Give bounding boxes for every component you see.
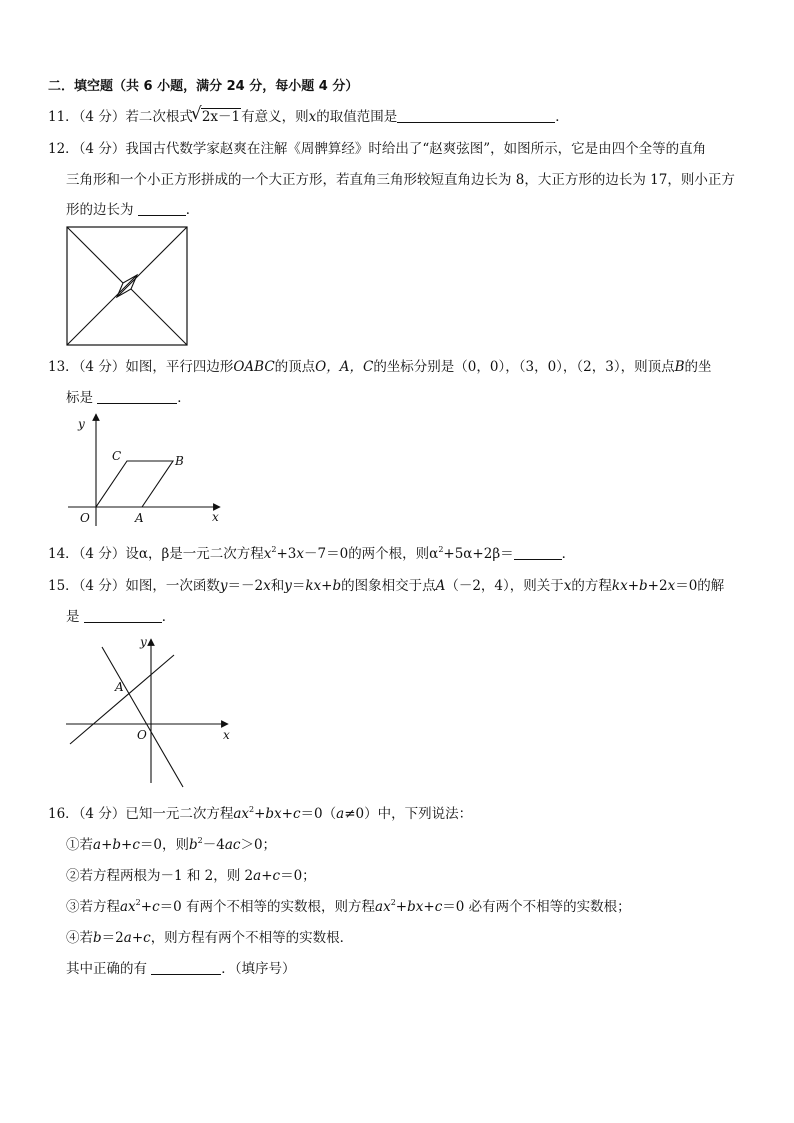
chord-line-3 <box>131 289 187 345</box>
text: + <box>261 868 273 884</box>
variable: x <box>263 578 271 594</box>
answer-blank <box>97 389 177 404</box>
text: +2 <box>647 578 668 594</box>
answer-blank <box>151 960 221 975</box>
question-16-last-line <box>66 960 296 978</box>
point-name: A <box>435 578 446 594</box>
exponent: 2 <box>390 898 396 907</box>
question-number: 13． <box>48 359 79 375</box>
variable: c <box>132 837 140 853</box>
text: + <box>627 578 640 594</box>
option-3 <box>66 898 631 916</box>
chord-line-4 <box>67 275 137 345</box>
variable: x <box>296 546 304 562</box>
point-name: B <box>674 359 685 375</box>
question-score: （4 分） <box>78 109 126 125</box>
answer-blank <box>138 201 186 216</box>
text: +5α+2β＝ <box>443 546 514 562</box>
radicand: 2x－1 <box>201 109 241 125</box>
text: + <box>101 837 113 853</box>
question-score: （4 分） <box>78 806 126 822</box>
y-axis-label: y <box>140 635 147 649</box>
text: ． <box>561 546 576 562</box>
variable: c <box>292 806 301 822</box>
question-number: 15． <box>48 578 79 594</box>
variable: c <box>152 899 160 915</box>
point-c-label: C <box>112 449 122 463</box>
exponent: 2 <box>135 898 141 907</box>
answer-blank <box>397 108 555 123</box>
option-2 <box>66 867 316 885</box>
text: 设α，β是一元二次方程 <box>125 546 264 562</box>
text: + <box>321 578 333 594</box>
variable: c <box>272 868 281 884</box>
text: ④若 <box>66 930 93 946</box>
question-12-line-3 <box>66 201 199 219</box>
shape-name: OABC <box>233 359 275 375</box>
text: ②若方程两根为－1 和 2，则 2 <box>66 868 254 884</box>
text: 的坐 <box>684 359 712 375</box>
x-axis-label: x <box>212 510 219 524</box>
option-1 <box>66 836 276 854</box>
point-names: O，A，C <box>315 359 374 375</box>
text: ＝0 <box>675 578 698 594</box>
variable: b <box>112 837 122 853</box>
text: ＝0，则 <box>139 837 189 853</box>
text: （－2，4），则关于 <box>445 578 564 594</box>
question-score: （4 分） <box>78 141 126 157</box>
variable: c <box>143 930 151 946</box>
variable: a <box>93 837 102 853</box>
question-13-line-2 <box>66 389 191 407</box>
question-16 <box>48 805 472 823</box>
text: ． <box>555 109 569 125</box>
variable: a <box>336 806 345 822</box>
variable: b <box>189 837 198 853</box>
text: 的取值范围是 <box>316 109 398 125</box>
text: 如图，平行四边形 <box>125 359 234 375</box>
question-11 <box>48 108 569 126</box>
question-15-line-2 <box>66 608 175 626</box>
text: ＞0； <box>240 837 277 853</box>
question-score: （4 分） <box>78 359 126 375</box>
point-a-label: A <box>135 511 144 525</box>
question-12-line-2: 三角形和一个小正方形拼成的一个大正方形，若直角三角形较短直角边长为 8，大正方形的边长为 17，则小正方 <box>66 172 735 188</box>
answer-blank <box>84 608 162 623</box>
line-y-eq-minus-2x <box>102 647 183 787</box>
text: 有意义，则 <box>241 109 309 125</box>
text: 如图，一次函数 <box>125 578 220 594</box>
text: ＝0 必有两个不相等的实数根； <box>442 899 631 915</box>
chord-line-1 <box>67 227 123 283</box>
variable: b <box>639 578 648 594</box>
text: 已知一元二次方程 <box>125 806 234 822</box>
text: ③若方程 <box>66 899 120 915</box>
x-axis-label: x <box>223 728 230 742</box>
text: ． <box>185 202 200 218</box>
text: 和 <box>270 578 285 594</box>
line-y-eq-kx-plus-b <box>70 655 174 744</box>
text: 是 <box>66 609 80 625</box>
text: 标是 <box>66 390 93 406</box>
text: + <box>423 899 435 915</box>
y-axis-label: y <box>78 417 85 431</box>
text: ，则方程有两个不相等的实数根． <box>150 930 354 946</box>
point-b-label: B <box>175 454 184 468</box>
text: 的顶点 <box>274 359 316 375</box>
variable: kx <box>305 578 322 594</box>
variable: b <box>332 578 342 594</box>
variable: ax <box>233 806 249 822</box>
text: 其中正确的有 <box>66 961 147 977</box>
text: ． <box>177 390 191 406</box>
point-o-label: O <box>80 511 90 525</box>
text: + <box>281 806 293 822</box>
variable: bx <box>265 806 282 822</box>
chord-line-2 <box>117 227 187 297</box>
variable: kx <box>611 578 628 594</box>
question-score: （4 分） <box>78 546 126 562</box>
text: －7＝0 <box>304 546 349 562</box>
text: 的两个根，则α <box>348 546 439 562</box>
question-15 <box>48 577 724 595</box>
variable: a <box>123 930 132 946</box>
text: 的方程 <box>571 578 612 594</box>
variable: y <box>219 578 228 594</box>
question-12 <box>48 140 706 158</box>
text: 形的边长为 <box>66 202 134 218</box>
exponent: 2 <box>438 545 444 554</box>
parallelogram-figure <box>62 410 232 530</box>
variable: bx <box>407 899 424 915</box>
question-number: 14． <box>48 546 79 562</box>
variable: b <box>93 930 102 946</box>
text: ＝0（ <box>300 806 337 822</box>
text: 中，下列说法： <box>377 806 473 822</box>
text: + <box>140 899 153 915</box>
variable: a <box>253 868 262 884</box>
question-number: 11． <box>48 109 79 125</box>
parallelogram-oabc <box>96 461 173 507</box>
question-number: 12． <box>48 141 79 157</box>
exponent: 2 <box>249 805 255 814</box>
zhao-shuang-diagram <box>66 226 190 346</box>
text: ＝ <box>291 578 306 594</box>
text: 我国古代数学家赵爽在注解《周髀算经》时给出了“赵爽弦图”，如图所示，它是由四个全等的直角 <box>125 141 707 157</box>
text: + <box>254 806 266 822</box>
point-a-label: A <box>115 680 124 694</box>
text: + <box>131 930 144 946</box>
text: ． <box>161 609 176 625</box>
answer-blank <box>514 545 562 560</box>
variable: ax <box>120 899 136 915</box>
text: 若二次根式 <box>125 109 193 125</box>
variable: x <box>308 109 317 125</box>
text: + <box>395 899 408 915</box>
option-4 <box>66 929 353 947</box>
origin-label: O <box>137 728 147 742</box>
text: 的解 <box>697 578 725 594</box>
variable: x <box>563 578 572 594</box>
variable: c <box>434 899 443 915</box>
question-number: 16． <box>48 806 79 822</box>
variable: ax <box>375 899 391 915</box>
variable: x <box>263 546 272 562</box>
question-score: （4 分） <box>78 578 126 594</box>
question-13 <box>48 358 712 376</box>
text: ．（填序号） <box>221 961 296 977</box>
square-root <box>193 108 241 126</box>
text: ≠0） <box>344 806 378 822</box>
variable: ac <box>224 837 241 853</box>
text: －4 <box>202 837 225 853</box>
text: ①若 <box>66 837 93 853</box>
text: +3 <box>276 546 297 562</box>
section-title: 二．填空题（共 6 小题，满分 24 分，每小题 4 分） <box>48 79 359 94</box>
text: ＝－2 <box>227 578 264 594</box>
text: ＝0； <box>280 868 316 884</box>
text: 的坐标分别是（0，0），（3，0），（2，3），则顶点 <box>373 359 675 375</box>
exponent: 2 <box>197 836 203 845</box>
linear-functions-figure <box>62 633 242 793</box>
text: ＝0 有两个不相等的实数根，则方程 <box>159 899 376 915</box>
text: ＝2 <box>101 930 124 946</box>
text: 的图象相交于点 <box>341 578 436 594</box>
variable: x <box>667 578 676 594</box>
variable: y <box>284 578 292 594</box>
text: + <box>121 837 133 853</box>
question-14 <box>48 545 575 563</box>
exponent: 2 <box>271 545 277 554</box>
